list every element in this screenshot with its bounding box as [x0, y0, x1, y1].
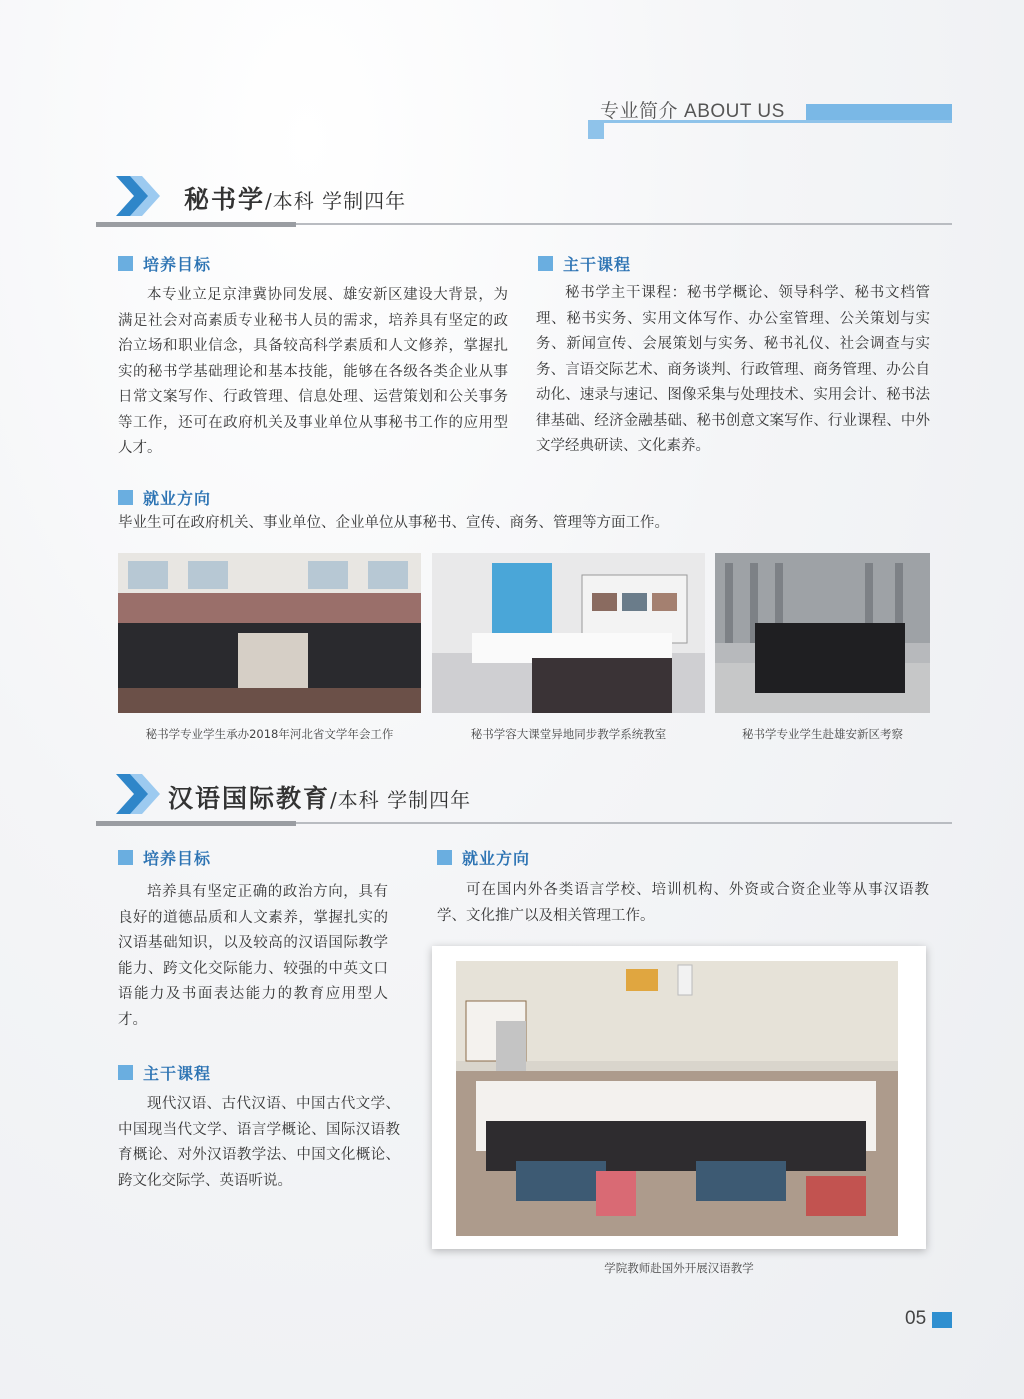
section1-courses-text: 秘书学主干课程：秘书学概论、领导科学、秘书文档管理、秘书实务、实用文体写作、办公室管理、公关策划与实务、新闻宣传、会展策划与实务、秘书礼仪、社会调查与实务、言语交际艺术、商务谈判、行政管理、商务管理、办公自动化、速录与速记、图像采集与处理技术、实用会计、秘书法律基础、经济金融基础、秘书创意文案写作、行业课程、中外文学经典研读、文化素养。 [536, 285, 930, 454]
photo-xiongan-visit [715, 553, 930, 713]
section2-courses-text: 现代汉语、古代汉语、中国古代文学、中国现当代文学、语言学概论、国际汉语教育概论、对外汉语教学法、中国文化概论、跨文化交际学、英语听说。 [118, 1096, 400, 1189]
section1-rule-accent [96, 222, 296, 227]
photo-literature-conference [118, 553, 421, 713]
section2-goal-heading [118, 846, 211, 869]
photo-caption: 学院教师赴国外开展汉语教学 [604, 1261, 754, 1275]
photo-sync-classroom [432, 553, 705, 713]
square-bullet-icon [538, 256, 553, 271]
square-bullet-icon [118, 490, 133, 505]
square-bullet-icon [437, 850, 452, 865]
section2-courses-heading [118, 1061, 211, 1084]
section1-title [184, 180, 406, 216]
photo-caption: 秘书学容大课堂异地同步教学系统教室 [470, 727, 667, 741]
header-square [588, 123, 604, 139]
section1-career-heading-text: 就业方向 [143, 489, 212, 508]
section1-courses-heading [538, 252, 631, 275]
header-en: ABOUT US [684, 101, 785, 122]
page-number-marker [932, 1312, 952, 1328]
section2-goal-heading-text: 培养目标 [143, 849, 212, 868]
photo-caption: 秘书学专业学生承办2018年河北省文学年会工作 [145, 727, 394, 741]
section2-career-heading [437, 846, 530, 869]
section2-rule-accent [96, 821, 296, 826]
section1-goal-heading-text: 培养目标 [143, 255, 212, 274]
section2-career-text: 可在国内外各类语言学校、培训机构、外资或合资企业等从事汉语教学、文化推广以及相关管理工作。 [437, 882, 929, 924]
section-chevron-icon [116, 176, 162, 216]
square-bullet-icon [118, 256, 133, 271]
section2-career-heading-text: 就业方向 [462, 849, 531, 868]
section1-goal-text: 本专业立足京津冀协同发展、雄安新区建设大背景，为满足社会对高素质专业秘书人员的需求，培养具有坚定的政治立场和职业信念，具备较高科学素质和人文修养，掌握扎实的秘书学基础理论和基本技能，能够在各级各类企业从事日常文案写作、行政管理、信息处理、运营策划和公关事务等工作，还可在政府机关及事业单位从事秘书工作的应用型人才。 [118, 287, 508, 456]
section-chevron-icon [116, 774, 162, 814]
section1-title-main: 秘书学 [184, 185, 266, 214]
section2-goal-text: 培养具有坚定正确的政治方向，具有良好的道德品质和人文素养，掌握扎实的汉语基础知识，以及较高的汉语国际教学能力、跨文化交际能力、较强的中英文口语能力及书面表达能力的教育应用型人才。 [118, 884, 388, 1028]
square-bullet-icon [118, 1065, 133, 1080]
section1-courses-heading-text: 主干课程 [563, 255, 632, 274]
section1-goal-heading [118, 252, 211, 275]
section2-courses-heading-text: 主干课程 [143, 1064, 212, 1083]
header-label [600, 96, 785, 123]
section1-title-sub: /本科 学制四年 [265, 189, 407, 213]
photo-overseas-classroom [456, 961, 898, 1236]
section1-career-text: 毕业生可在政府机关、事业单位、企业单位从事秘书、宣传、商务、管理等方面工作。 [118, 515, 669, 531]
section2-title [168, 779, 471, 815]
section2-title-main: 汉语国际教育 [168, 784, 331, 813]
section1-career-heading [118, 486, 211, 509]
section2-title-sub: /本科 学制四年 [330, 788, 472, 812]
photo-caption: 秘书学专业学生赴雄安新区考察 [742, 727, 903, 741]
header-cn: 专业简介 [600, 100, 679, 122]
square-bullet-icon [118, 850, 133, 865]
page-number: 05 [905, 1308, 927, 1329]
